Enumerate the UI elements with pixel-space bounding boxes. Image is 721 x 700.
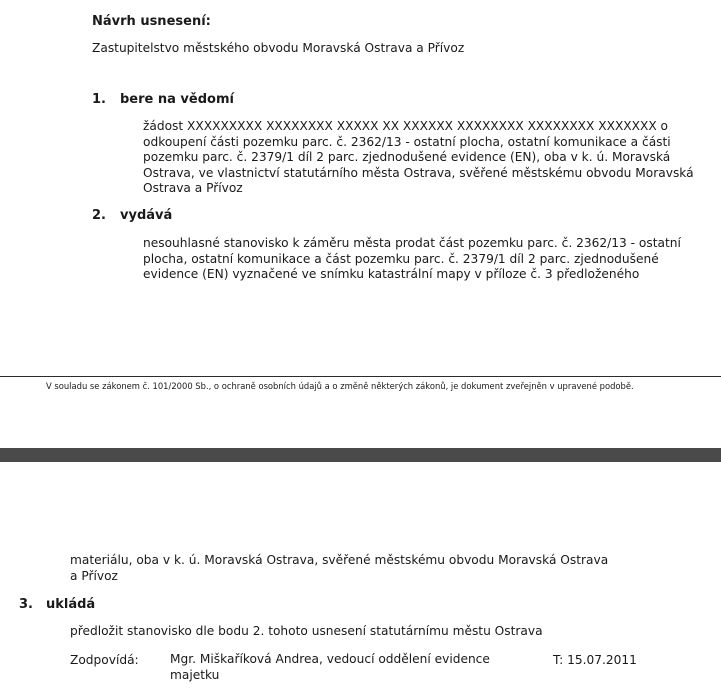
item-3-text: předložit stanovisko dle bodu 2. tohoto usnesení statutárnímu městu Ostrava (70, 624, 543, 638)
item-2-line: evidence (EN) vyznačené ve snímku katastrální mapy v příloze č. 3 předloženého (143, 267, 640, 282)
privacy-footer-note: V souladu se zákonem č. 101/2000 Sb., o ochraně osobních údajů a o změně některých zákonů, je dokument zveřejněn v upravené podobě. (46, 381, 634, 391)
responsible-person (170, 652, 530, 683)
item-1-line: Ostrava a Přívoz (143, 181, 243, 196)
item-2-body (143, 236, 718, 283)
resolution-title: Návrh usnesení: (92, 14, 211, 29)
item-2-continuation (70, 553, 670, 584)
item-1-number: 1. (92, 92, 106, 107)
footer-divider (0, 376, 721, 377)
item-1-heading: bere na vědomí (120, 92, 234, 107)
item-2-heading: vydává (120, 208, 173, 223)
item-1-line: žádost XXXXXXXXX XXXXXXXX XXXXX XX XXXXXX XXXXXXXX XXXXXXXX XXXXXXX o (143, 119, 669, 133)
item-2-line: plocha, ostatní komunikace a část pozemku parc. č. 2379/1 díl 2 parc. zjednodušené (143, 251, 659, 266)
continuation-line: materiálu, oba v k. ú. Moravská Ostrava, svěřené městskému obvodu Moravská Ostrava (70, 553, 609, 567)
continuation-line: a Přívoz (70, 568, 118, 583)
item-2-number: 2. (92, 208, 106, 223)
item-2-line: nesouhlasné stanovisko k záměru města prodat část pozemku parc. č. 2362/13 - ostatní (143, 236, 681, 250)
item-3-heading: ukládá (46, 597, 96, 612)
item-1-line: Ostrava, ve vlastnictví statutárního města Ostrava, svěřené městskému obvodu Moravská (143, 165, 694, 180)
document-page-2 (0, 462, 721, 700)
responsible-line: Mgr. Miškaříková Andrea, vedoucí oddělení evidence (170, 652, 490, 666)
responsible-line: majetku (170, 667, 220, 682)
page-separator (0, 448, 721, 462)
item-3-number: 3. (19, 597, 33, 612)
responsible-label: Zodpovídá: (70, 653, 139, 667)
item-1-line: pozemku parc. č. 2379/1 díl 2 parc. zjednodušené evidence (EN), oba v k. ú. Moravská (143, 150, 671, 165)
item-1-body (143, 119, 718, 197)
item-1-line: odkoupení části pozemku parc. č. 2362/13 - ostatní plocha, ostatní komunikace a části (143, 134, 671, 149)
resolution-intro: Zastupitelstvo městského obvodu Moravská Ostrava a Přívoz (92, 41, 465, 55)
deadline: T: 15.07.2011 (553, 653, 637, 667)
